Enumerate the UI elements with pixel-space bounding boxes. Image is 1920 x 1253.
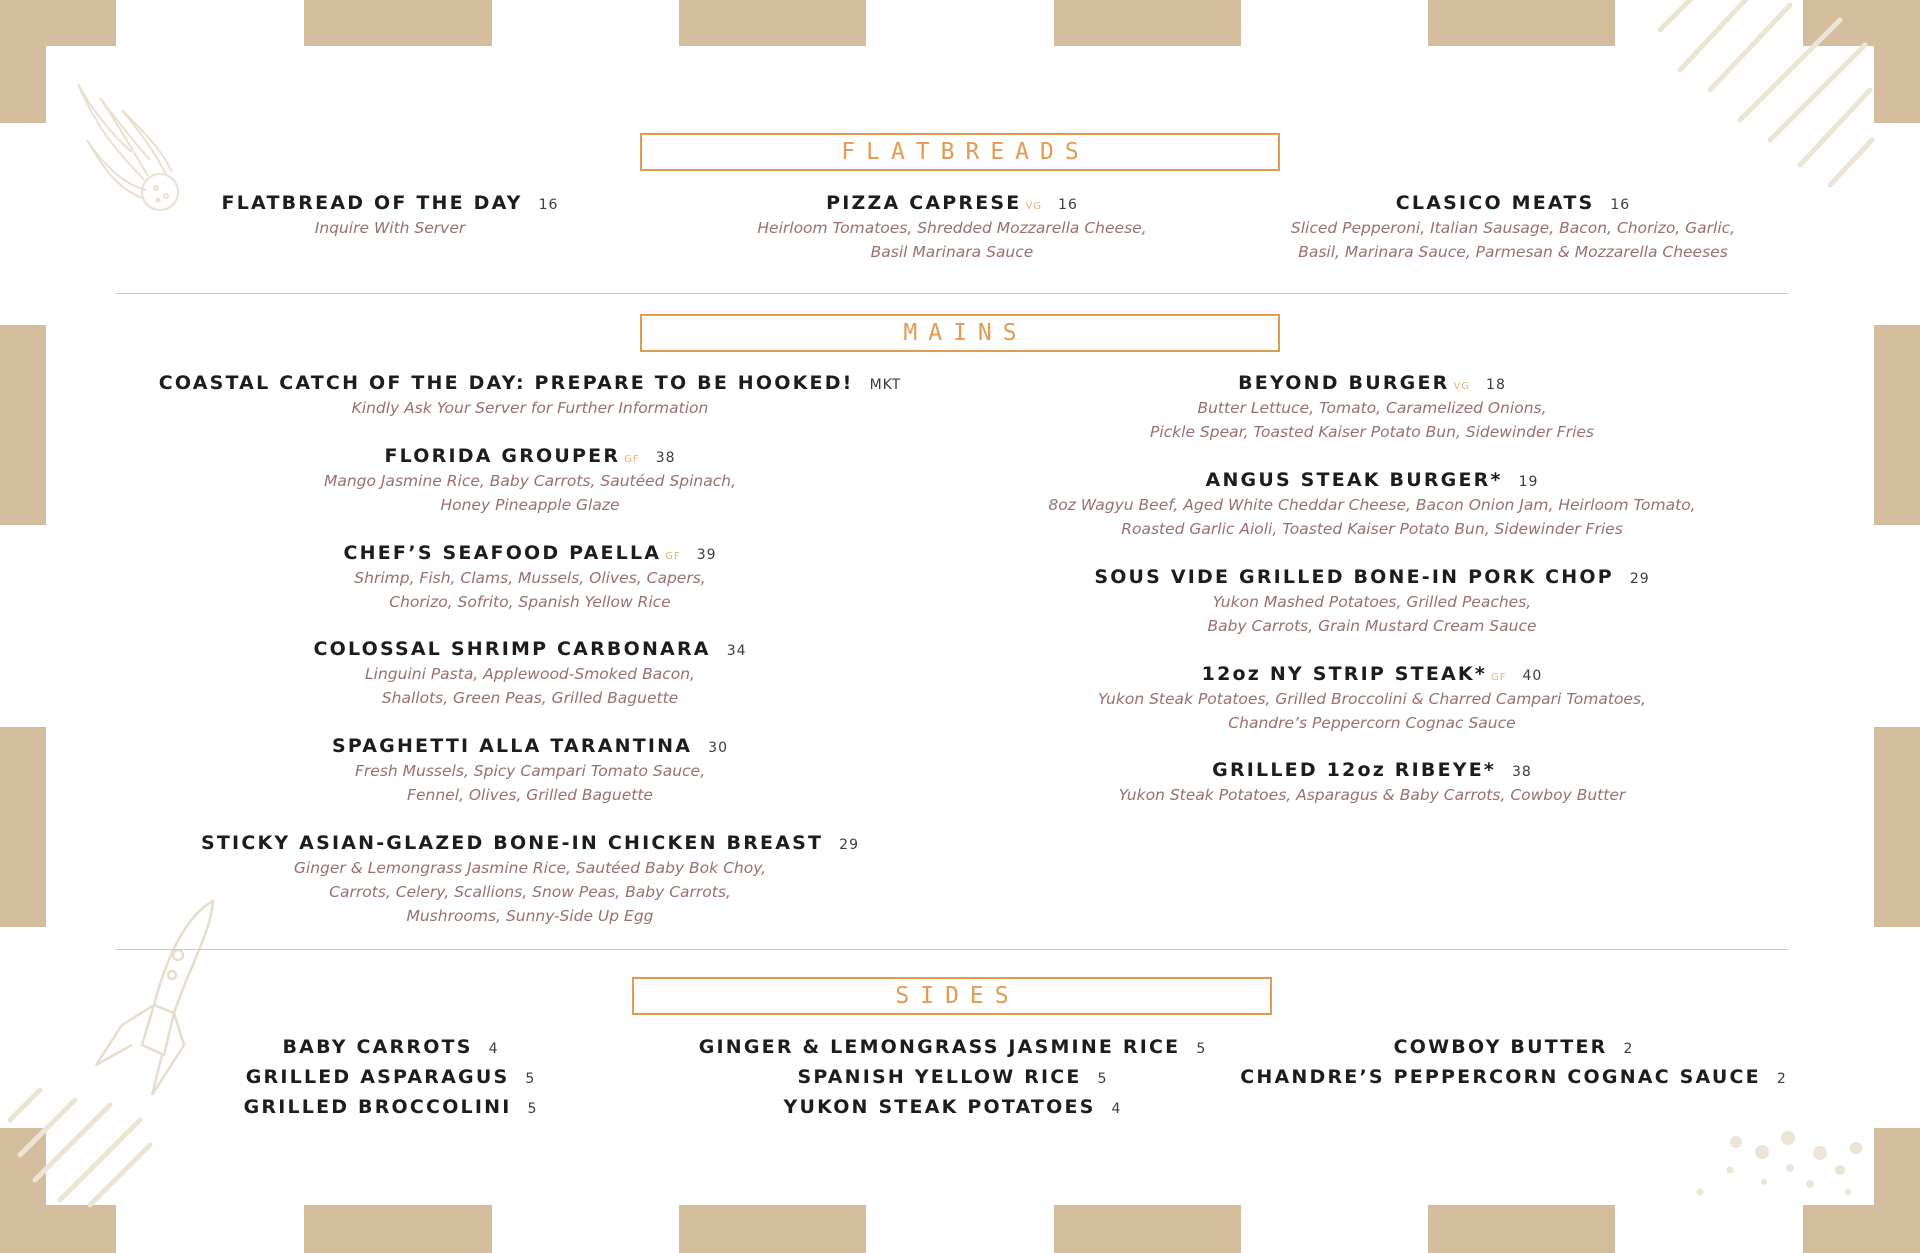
item-price: 29 — [839, 837, 859, 853]
item-description: Mango Jasmine Rice, Baby Carrots, Sautéed Spinach, — [323, 472, 737, 490]
item-description: Sliced Pepperoni, Italian Sausage, Bacon, Chorizo, Garlic, — [1290, 219, 1736, 237]
item-name: COLOSSAL SHRIMP CARBONARA — [313, 638, 711, 660]
border-block — [1054, 0, 1241, 46]
item-price: 16 — [1058, 197, 1078, 213]
menu-item — [201, 831, 859, 928]
hatch-lines — [1640, 0, 1880, 200]
menu-item — [1150, 371, 1594, 444]
item-description: Chandre’s Peppercorn Cognac Sauce — [1228, 714, 1516, 732]
sides-column — [1240, 1033, 1786, 1093]
item-description: Kindly Ask Your Server for Further Information — [351, 399, 709, 417]
menu-item — [1048, 468, 1695, 541]
item-name: FLORIDA GROUPER — [384, 445, 621, 467]
item-description: Yukon Steak Potatoes, Asparagus & Baby Carrots, Cowboy Butter — [1118, 786, 1626, 804]
item-description: Yukon Steak Potatoes, Grilled Broccolini & Charred Campari Tomatoes, — [1098, 690, 1646, 708]
item-price: 5 — [527, 1101, 537, 1117]
border-block — [1054, 1205, 1241, 1253]
item-header — [222, 191, 559, 215]
item-description: Linguini Pasta, Applewood-Smoked Bacon, — [365, 665, 695, 683]
border-block — [1874, 727, 1920, 927]
border-block — [1428, 1205, 1615, 1253]
sides-column — [244, 1033, 537, 1123]
menu-item — [1119, 758, 1625, 807]
item-name: SPANISH YELLOW RICE — [797, 1066, 1082, 1088]
item-price: 4 — [1111, 1101, 1121, 1117]
item-description: Mushrooms, Sunny-Side Up Egg — [406, 907, 654, 925]
item-header — [313, 637, 746, 661]
item-price: 5 — [1097, 1071, 1107, 1087]
item-description: Inquire With Server — [314, 219, 466, 237]
item-header — [1094, 565, 1649, 589]
item-description: 8oz Wagyu Beef, Aged White Cheddar Cheese, Bacon Onion Jam, Heirloom Tomato, — [1048, 496, 1696, 514]
item-description: Yukon Mashed Potatoes, Grilled Peaches, — [1212, 593, 1532, 611]
side-item — [1240, 1033, 1786, 1063]
menu-item — [1098, 662, 1646, 735]
section-title-sides: SIDES — [632, 977, 1272, 1015]
item-price: 30 — [708, 740, 729, 756]
item-name: GINGER & LEMONGRASS JASMINE RICE — [698, 1036, 1181, 1058]
side-item — [244, 1093, 537, 1123]
item-name: 12oz NY STRIP STEAK* — [1201, 663, 1487, 685]
border-block — [1428, 0, 1615, 46]
item-description: Chorizo, Sofrito, Spanish Yellow Rice — [389, 593, 671, 611]
item-description: Fresh Mussels, Spicy Campari Tomato Sauce, — [354, 762, 706, 780]
menu-item — [159, 371, 902, 420]
border-block — [0, 325, 46, 525]
item-description: Shrimp, Fish, Clams, Mussels, Olives, Capers, — [354, 569, 706, 587]
dietary-badge: GF — [624, 454, 640, 465]
item-name: COASTAL CATCH OF THE DAY: PREPARE TO BE HOOKED! — [158, 372, 854, 394]
item-name: GRILLED 12oz RIBEYE* — [1212, 759, 1497, 781]
border-block — [1874, 0, 1920, 123]
comet-icon — [72, 80, 192, 220]
item-header — [757, 191, 1146, 215]
item-header — [324, 444, 736, 468]
menu-item — [343, 541, 716, 614]
menu-item — [1291, 191, 1735, 264]
border-block — [0, 1205, 116, 1253]
item-price: 34 — [726, 643, 747, 659]
border-block — [304, 1205, 492, 1253]
item-name: SPAGHETTI ALLA TARANTINA — [331, 735, 693, 757]
item-description: Heirloom Tomatoes, Shredded Mozzarella Cheese, — [757, 219, 1147, 237]
item-name: PIZZA CAPRESE — [826, 192, 1022, 214]
item-header — [201, 831, 859, 855]
menu-item — [222, 191, 559, 240]
side-item — [699, 1093, 1206, 1123]
menu-item — [324, 444, 736, 517]
item-price: 18 — [1486, 377, 1506, 393]
item-price: 38 — [1512, 764, 1532, 780]
item-description: Butter Lettuce, Tomato, Caramelized Onions, — [1197, 399, 1547, 417]
item-header — [1048, 468, 1695, 492]
item-name: BABY CARROTS — [282, 1036, 473, 1058]
item-name: STICKY ASIAN-GLAZED BONE-IN CHICKEN BREAST — [201, 832, 824, 854]
item-name: GRILLED ASPARAGUS — [245, 1066, 510, 1088]
border-block — [1874, 1128, 1920, 1253]
item-description: Pickle Spear, Toasted Kaiser Potato Bun, Sidewinder Fries — [1150, 423, 1594, 441]
item-price: 2 — [1776, 1071, 1786, 1087]
side-item — [244, 1063, 537, 1093]
item-price: 39 — [696, 547, 717, 563]
side-item — [1240, 1063, 1786, 1093]
border-block — [304, 0, 492, 46]
item-price: 2 — [1623, 1041, 1633, 1057]
item-name: FLATBREAD OF THE DAY — [221, 192, 523, 214]
item-name: CHANDRE’S PEPPERCORN COGNAC SAUCE — [1240, 1066, 1761, 1088]
item-price: 5 — [525, 1071, 535, 1087]
menu-item — [313, 637, 746, 710]
item-header — [1291, 191, 1735, 215]
border-block — [0, 0, 46, 123]
item-price: 19 — [1518, 474, 1539, 490]
item-name: BEYOND BURGER — [1238, 372, 1450, 394]
menu-item — [757, 191, 1146, 264]
item-price: 5 — [1196, 1041, 1206, 1057]
item-price: 16 — [538, 197, 559, 213]
item-description: Shallots, Green Peas, Grilled Baguette — [381, 689, 679, 707]
item-description: Ginger & Lemongrass Jasmine Rice, Sautéed Baby Bok Choy, — [293, 859, 767, 877]
border-block — [1874, 325, 1920, 525]
hatch-lines — [0, 1060, 160, 1210]
item-description: Basil, Marinara Sauce, Parmesan & Mozzarella Cheeses — [1298, 243, 1728, 261]
item-price: 40 — [1522, 668, 1543, 684]
item-name: COWBOY BUTTER — [1393, 1036, 1608, 1058]
side-item — [699, 1063, 1206, 1093]
side-item — [244, 1033, 537, 1063]
dietary-badge: GF — [665, 551, 681, 562]
item-name: GRILLED BROCCOLINI — [243, 1096, 512, 1118]
item-header — [1098, 662, 1646, 686]
border-block — [679, 1205, 866, 1253]
menu-item — [1094, 565, 1649, 638]
item-header — [1119, 758, 1625, 782]
item-price: 4 — [488, 1041, 498, 1057]
item-name: CLASICO MEATS — [1395, 192, 1595, 214]
item-description: Roasted Garlic Aioli, Toasted Kaiser Potato Bun, Sidewinder Fries — [1121, 520, 1623, 538]
dietary-badge: GF — [1490, 672, 1507, 683]
item-description: Honey Pineapple Glaze — [440, 496, 620, 514]
section-divider — [116, 293, 1788, 294]
border-block — [0, 727, 46, 927]
item-header — [343, 541, 716, 565]
item-description: Baby Carrots, Grain Mustard Cream Sauce — [1207, 617, 1537, 635]
section-divider — [116, 949, 1788, 950]
dots-pattern — [1690, 1120, 1870, 1200]
section-title-flatbreads: FLATBREADS — [640, 133, 1280, 171]
item-price: MKT — [869, 377, 902, 393]
item-price: 38 — [655, 450, 676, 466]
item-header — [159, 371, 902, 395]
item-description: Fennel, Olives, Grilled Baguette — [407, 786, 653, 804]
item-header — [332, 734, 728, 758]
border-block — [679, 0, 866, 46]
section-title-mains: MAINS — [640, 314, 1280, 352]
dietary-badge: VG — [1453, 381, 1471, 392]
sides-column — [699, 1033, 1206, 1123]
item-name: ANGUS STEAK BURGER* — [1205, 469, 1503, 491]
item-header — [1150, 371, 1594, 395]
item-name: YUKON STEAK POTATOES — [783, 1096, 1096, 1118]
item-price: 16 — [1610, 197, 1631, 213]
item-price: 29 — [1629, 571, 1650, 587]
item-name: SOUS VIDE GRILLED BONE-IN PORK CHOP — [1094, 566, 1614, 588]
side-item — [699, 1033, 1206, 1063]
item-description: Carrots, Celery, Scallions, Snow Peas, Baby Carrots, — [329, 883, 731, 901]
menu-item — [332, 734, 728, 807]
dietary-badge: VG — [1025, 201, 1043, 212]
item-name: CHEF’S SEAFOOD PAELLA — [343, 542, 662, 564]
item-description: Basil Marinara Sauce — [870, 243, 1034, 261]
